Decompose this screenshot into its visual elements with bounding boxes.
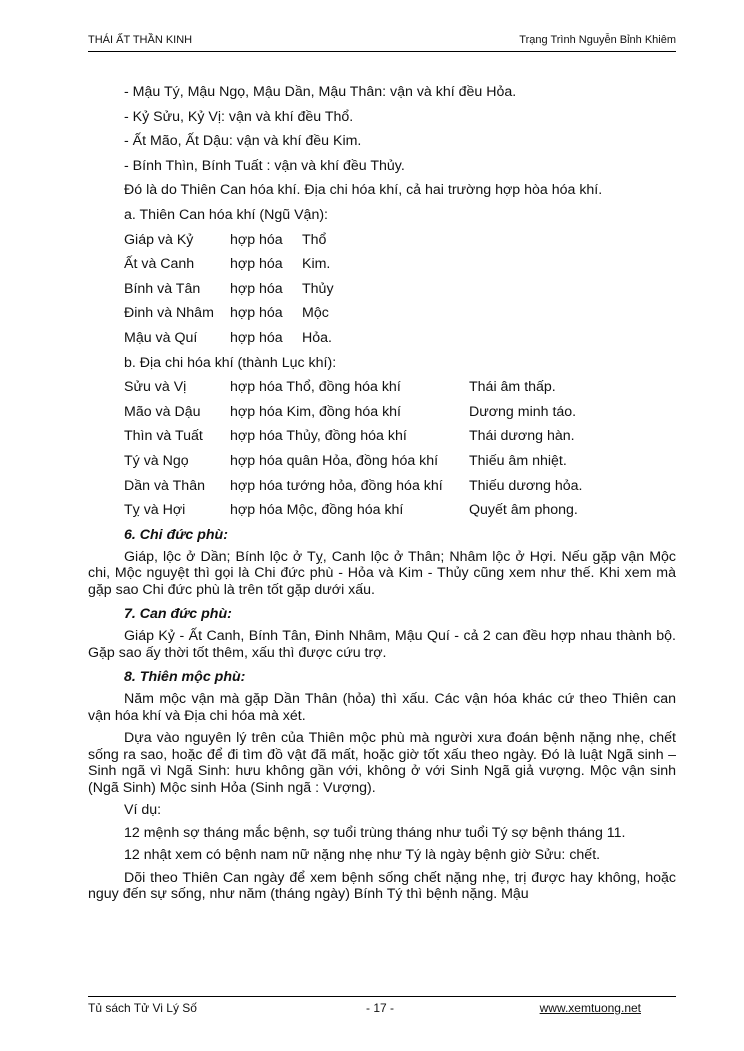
element-cell: Hỏa. <box>302 329 332 346</box>
pair-cell: Mậu và Quí <box>124 329 198 346</box>
section-heading: 6. Chi đức phù: <box>124 526 228 543</box>
pair-cell: Tý và Ngọ <box>124 452 189 469</box>
relation-cell: hợp hóa <box>230 256 283 273</box>
pair-cell: Bính và Tân <box>124 280 201 297</box>
relation-cell: hợp hóa quân Hỏa, đồng hóa khí <box>230 452 439 469</box>
relation-cell: hợp hóa tướng hỏa, đồng hóa khí <box>230 477 443 494</box>
text-line: - Kỷ Sửu, Kỷ Vị: vận và khí đều Thổ. <box>124 108 354 125</box>
paragraph: 12 mệnh sợ tháng mắc bệnh, sợ tuổi trùng tháng như tuổi Tý sợ bệnh tháng 11. <box>124 824 626 841</box>
table-row <box>88 230 676 255</box>
table-row <box>88 279 676 304</box>
pair-cell: Dần và Thân <box>124 477 205 494</box>
table-row <box>88 377 676 402</box>
section-heading: 8. Thiên mộc phù: <box>124 669 246 686</box>
paragraph: Dõi theo Thiên Can ngày để xem bệnh sống chết nặng nhẹ, trị được hay không, hoặc nguy đến sự sống, như năm (tháng ngày) Bính Tý thì bệnh nặng. Mậu <box>88 869 676 903</box>
pair-cell: Thìn và Tuất <box>124 428 203 445</box>
footer-series: Tủ sách Tử Vi Lý Số <box>88 1001 197 1015</box>
pair-cell: Mão và Dậu <box>124 403 201 420</box>
text-line: - Bính Thìn, Bính Tuất : vận và khí đều Thủy. <box>124 157 405 174</box>
relation-cell: hợp hóa <box>230 305 283 322</box>
paragraph: Giáp, lộc ở Dần; Bính lộc ở Tỵ, Canh lộc ở Thân; Nhâm lộc ở Hợi. Nếu gặp vận Mộc chi, Mộc nguyệt thì gọi là Chi đức phù - Hỏa và Kim - Thủy cũng xem như thế. Khi xem mà gặp sao Chi đức phù là trên tốt gặp dưới xấu. <box>88 548 676 598</box>
text-line: - Ất Mão, Ất Dậu: vận và khí đều Kim. <box>124 133 362 150</box>
table-row <box>88 476 676 501</box>
paragraph: Dựa vào nguyên lý trên của Thiên mộc phù mà người xưa đoán bệnh nặng nhẹ, chết sống ra sao, hoặc để đi tìm đồ vật đã mất, hoặc giờ tốt xấu theo ngày. Đó là luật Ngã sinh – Sinh ngã vì Ngã Sinh: hưu không gần với, không ở với Sinh Ngã giả vượng. Mộc vận sinh (Ngã Sinh) Mộc sinh Hỏa (Sinh ngã : Vượng). <box>88 730 676 796</box>
table-row <box>88 426 676 451</box>
page-footer <box>88 996 676 1021</box>
page-number: - 17 - <box>366 1001 395 1015</box>
ngu-van-table <box>88 230 676 353</box>
qi-cell: Quyết âm phong. <box>469 502 578 519</box>
relation-cell: hợp hóa <box>230 329 283 346</box>
footer-website-link[interactable]: www.xemtuong.net <box>539 1001 641 1015</box>
table-row <box>88 303 676 328</box>
section-a-title: a. Thiên Can hóa khí (Ngũ Vận): <box>124 206 329 223</box>
element-cell: Thổ <box>302 231 327 248</box>
relation-cell: hợp hóa Thủy, đồng hóa khí <box>230 428 407 445</box>
relation-cell: hợp hóa <box>230 280 283 297</box>
paragraph: Ví dụ: <box>124 802 162 819</box>
section-heading: 7. Can đức phù: <box>124 606 232 623</box>
relation-cell: hợp hóa Mộc, đồng hóa khí <box>230 502 404 519</box>
element-cell: Thủy <box>302 280 334 297</box>
header-author: Trạng Trình Nguyễn Bỉnh Khiêm <box>519 34 676 46</box>
table-row <box>88 254 676 279</box>
qi-cell: Thiếu dương hỏa. <box>469 477 583 494</box>
paragraph: Giáp Kỷ - Ất Canh, Bính Tân, Đinh Nhâm, Mậu Quí - cả 2 can đều hợp nhau thành bộ. Gặp sao ấy thời tốt thêm, xấu thì được cứu trợ. <box>88 628 676 661</box>
qi-cell: Thái dương hàn. <box>469 428 575 445</box>
page-header <box>88 31 676 52</box>
pair-cell: Sửu và Vị <box>124 379 187 396</box>
section-b-title: b. Địa chi hóa khí (thành Lục khí): <box>124 354 337 371</box>
qi-cell: Dương minh táo. <box>469 403 577 420</box>
relation-cell: hợp hóa Kim, đồng hóa khí <box>230 403 401 420</box>
pair-cell: Tỵ và Hợi <box>124 502 186 519</box>
relation-cell: hợp hóa <box>230 231 283 248</box>
pair-cell: Ất và Canh <box>124 256 195 273</box>
element-cell: Mộc <box>302 305 329 322</box>
table-row <box>88 402 676 427</box>
paragraph: 12 nhật xem có bệnh nam nữ nặng nhẹ như Tý là ngày bệnh giờ Sửu: chết. <box>124 847 601 864</box>
text-line: - Mậu Tý, Mậu Ngọ, Mậu Dần, Mậu Thân: vận và khí đều Hỏa. <box>124 84 517 100</box>
qi-cell: Thái âm thấp. <box>469 379 556 396</box>
header-book-title: THÁI ẤT THẦN KINH <box>88 34 193 46</box>
luc-khi-table <box>88 377 676 525</box>
element-cell: Kim. <box>302 256 331 273</box>
table-row <box>88 328 676 353</box>
text-line: Đó là do Thiên Can hóa khí. Địa chi hóa khí, cả hai trường hợp hòa hóa khí. <box>124 182 603 199</box>
table-row <box>88 451 676 476</box>
relation-cell: hợp hóa Thổ, đồng hóa khí <box>230 379 401 396</box>
table-row <box>88 500 676 525</box>
paragraph: Năm mộc vận mà gặp Dần Thân (hỏa) thì xấu. Các vận hóa khác cứ theo Thiên can vận hóa khí và Địa chi hóa mà xét. <box>88 691 676 724</box>
qi-cell: Thiếu âm nhiệt. <box>469 452 567 469</box>
pair-cell: Giáp và Kỷ <box>124 231 194 248</box>
page-content <box>88 82 676 909</box>
pair-cell: Đinh và Nhâm <box>124 305 214 322</box>
